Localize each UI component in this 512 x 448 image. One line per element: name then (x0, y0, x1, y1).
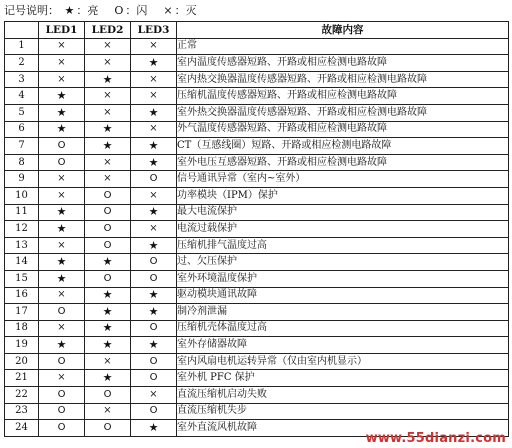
table-header-row (5, 22, 509, 39)
led1-state: O (39, 403, 85, 420)
fault-description: 信号通讯异常（室内~室外） (177, 171, 509, 188)
led3-state: × (131, 121, 177, 138)
led3-state: × (131, 221, 177, 238)
table-row (5, 254, 509, 271)
table-row (5, 337, 509, 354)
led1-state: O (39, 420, 85, 437)
led1-state: × (39, 55, 85, 72)
led2-state: ★ (85, 370, 131, 387)
led1-state: O (39, 154, 85, 171)
fault-description: 室外电压互感器短路、开路或相应检测电路故障 (177, 154, 509, 171)
led2-state: O (85, 237, 131, 254)
led1-state: ★ (39, 254, 85, 271)
header-led1: LED1 (39, 22, 85, 39)
row-number: 1 (5, 38, 39, 55)
table-row (5, 138, 509, 155)
row-number: 9 (5, 171, 39, 188)
table-row (5, 270, 509, 287)
fault-description: 室外直流风机故障 (177, 420, 509, 437)
led1-state: O (39, 387, 85, 404)
row-number: 13 (5, 237, 39, 254)
led1-state: O (39, 353, 85, 370)
led2-state: ★ (85, 337, 131, 354)
row-number: 10 (5, 187, 39, 204)
legend-label: 记号说明： (4, 4, 59, 17)
row-number: 3 (5, 71, 39, 88)
led2-state: ★ (85, 71, 131, 88)
table-row (5, 304, 509, 321)
row-number: 21 (5, 370, 39, 387)
led3-state: ★ (131, 237, 177, 254)
led2-state: O (85, 204, 131, 221)
table-row (5, 154, 509, 171)
row-number: 16 (5, 287, 39, 304)
fault-description: 外气温度传感器短路、开路或相应检测电路故障 (177, 121, 509, 138)
table-row (5, 204, 509, 221)
led3-state: O (131, 171, 177, 188)
fault-description: CT（互感线圈）短路、开路或相应检测电路故障 (177, 138, 509, 155)
led2-state: O (85, 387, 131, 404)
led3-state: O (131, 370, 177, 387)
led2-state: × (85, 104, 131, 121)
fault-description: 室外机 PFC 保护 (177, 370, 509, 387)
led1-state: × (39, 287, 85, 304)
fault-description: 驱动模块通讯故障 (177, 287, 509, 304)
led1-state: × (39, 237, 85, 254)
circle-icon: O (114, 4, 124, 17)
led1-state: ★ (39, 204, 85, 221)
table-row (5, 71, 509, 88)
watermark: www.55dianzi.com (365, 431, 506, 446)
led3-state: ★ (131, 55, 177, 72)
led2-state: ★ (85, 254, 131, 271)
led2-state: × (85, 55, 131, 72)
header-fault-content: 故障内容 (177, 22, 509, 39)
fault-description: 功率模块（IPM）保护 (177, 187, 509, 204)
row-number: 19 (5, 337, 39, 354)
table-row (5, 104, 509, 121)
fault-description: 直流压缩机失步 (177, 403, 509, 420)
led3-state: × (131, 187, 177, 204)
led3-state: ★ (131, 104, 177, 121)
fault-description: 室外存储器故障 (177, 337, 509, 354)
led3-state: ★ (131, 287, 177, 304)
table-row (5, 370, 509, 387)
led1-state: × (39, 370, 85, 387)
led1-state: ★ (39, 270, 85, 287)
led2-state: × (85, 38, 131, 55)
fault-description: 压缩机壳体温度过高 (177, 320, 509, 337)
fault-description: 制冷剂泄漏 (177, 304, 509, 321)
fault-description: 电流过载保护 (177, 221, 509, 238)
led2-state: ★ (85, 121, 131, 138)
led1-state: ★ (39, 337, 85, 354)
row-number: 8 (5, 154, 39, 171)
table-row (5, 287, 509, 304)
led3-state: O (131, 320, 177, 337)
led2-state: ★ (85, 304, 131, 321)
led2-state: × (85, 154, 131, 171)
table-row (5, 171, 509, 188)
led2-state: ★ (85, 287, 131, 304)
fault-description: 压缩机排气温度过高 (177, 237, 509, 254)
led2-state: ★ (85, 320, 131, 337)
table-row (5, 237, 509, 254)
row-number: 14 (5, 254, 39, 271)
table-row (5, 403, 509, 420)
table-row (5, 353, 509, 370)
led1-state: × (39, 187, 85, 204)
row-number: 12 (5, 221, 39, 238)
led2-state: O (85, 270, 131, 287)
led2-state: × (85, 171, 131, 188)
fault-description: 室内温度传感器短路、开路或相应检测电路故障 (177, 55, 509, 72)
led3-state: ★ (131, 337, 177, 354)
led1-state: O (39, 138, 85, 155)
fault-description: 室内风扇电机运转异常（仅由室内机显示） (177, 353, 509, 370)
led3-state: ★ (131, 154, 177, 171)
led1-state: × (39, 320, 85, 337)
led2-state: ★ (85, 138, 131, 155)
row-number: 20 (5, 353, 39, 370)
led3-state: O (131, 254, 177, 271)
led2-state: O (85, 420, 131, 437)
row-number: 6 (5, 121, 39, 138)
led2-state: × (85, 353, 131, 370)
fault-code-table (4, 21, 509, 437)
led1-state: ★ (39, 221, 85, 238)
led3-state: ★ (131, 204, 177, 221)
table-row (5, 121, 509, 138)
row-number: 24 (5, 420, 39, 437)
fault-description: 室外热交换器温度传感器短路、开路或相应检测电路故障 (177, 104, 509, 121)
legend (4, 2, 199, 20)
led1-state: × (39, 71, 85, 88)
led3-state: × (131, 387, 177, 404)
fault-description: 直流压缩机启动失败 (177, 387, 509, 404)
led1-state: × (39, 38, 85, 55)
fault-description: 过、欠压保护 (177, 254, 509, 271)
table-row (5, 320, 509, 337)
legend-star-text: ：亮 (76, 4, 99, 17)
header-number (5, 22, 39, 39)
fault-description: 室内热交换器温度传感器短路、开路或相应检测电路故障 (177, 71, 509, 88)
star-icon: ★ (64, 4, 75, 17)
fault-description: 正常 (177, 38, 509, 55)
led3-state: ★ (131, 304, 177, 321)
legend-circle-text: ：闪 (125, 4, 148, 17)
row-number: 7 (5, 138, 39, 155)
led2-state: × (85, 403, 131, 420)
header-led2: LED2 (85, 22, 131, 39)
led3-state: O (131, 270, 177, 287)
led3-state: ★ (131, 420, 177, 437)
table-row (5, 55, 509, 72)
led2-state: × (85, 88, 131, 105)
row-number: 23 (5, 403, 39, 420)
table-row (5, 187, 509, 204)
fault-description: 室外环境温度保护 (177, 270, 509, 287)
led1-state: ★ (39, 104, 85, 121)
led2-state: O (85, 187, 131, 204)
cross-icon: × (163, 4, 173, 17)
led3-state: ★ (131, 138, 177, 155)
row-number: 15 (5, 270, 39, 287)
led1-state: O (39, 304, 85, 321)
fault-description: 压缩机温度传感器短路、开路或相应检测电路故障 (177, 88, 509, 105)
led2-state: O (85, 221, 131, 238)
led1-state: × (39, 171, 85, 188)
table-row (5, 387, 509, 404)
row-number: 5 (5, 104, 39, 121)
led3-state: × (131, 71, 177, 88)
row-number: 17 (5, 304, 39, 321)
led1-state: ★ (39, 121, 85, 138)
fault-description: 最大电流保护 (177, 204, 509, 221)
row-number: 22 (5, 387, 39, 404)
table-row (5, 38, 509, 55)
row-number: 18 (5, 320, 39, 337)
led1-state: ★ (39, 88, 85, 105)
row-number: 11 (5, 204, 39, 221)
table-row (5, 221, 509, 238)
legend-cross-text: ：灭 (174, 4, 197, 17)
led3-state: × (131, 38, 177, 55)
row-number: 2 (5, 55, 39, 72)
header-led3: LED3 (131, 22, 177, 39)
table-row (5, 88, 509, 105)
table-body (5, 38, 509, 436)
led3-state: O (131, 403, 177, 420)
led3-state: × (131, 88, 177, 105)
led3-state: O (131, 353, 177, 370)
row-number: 4 (5, 88, 39, 105)
